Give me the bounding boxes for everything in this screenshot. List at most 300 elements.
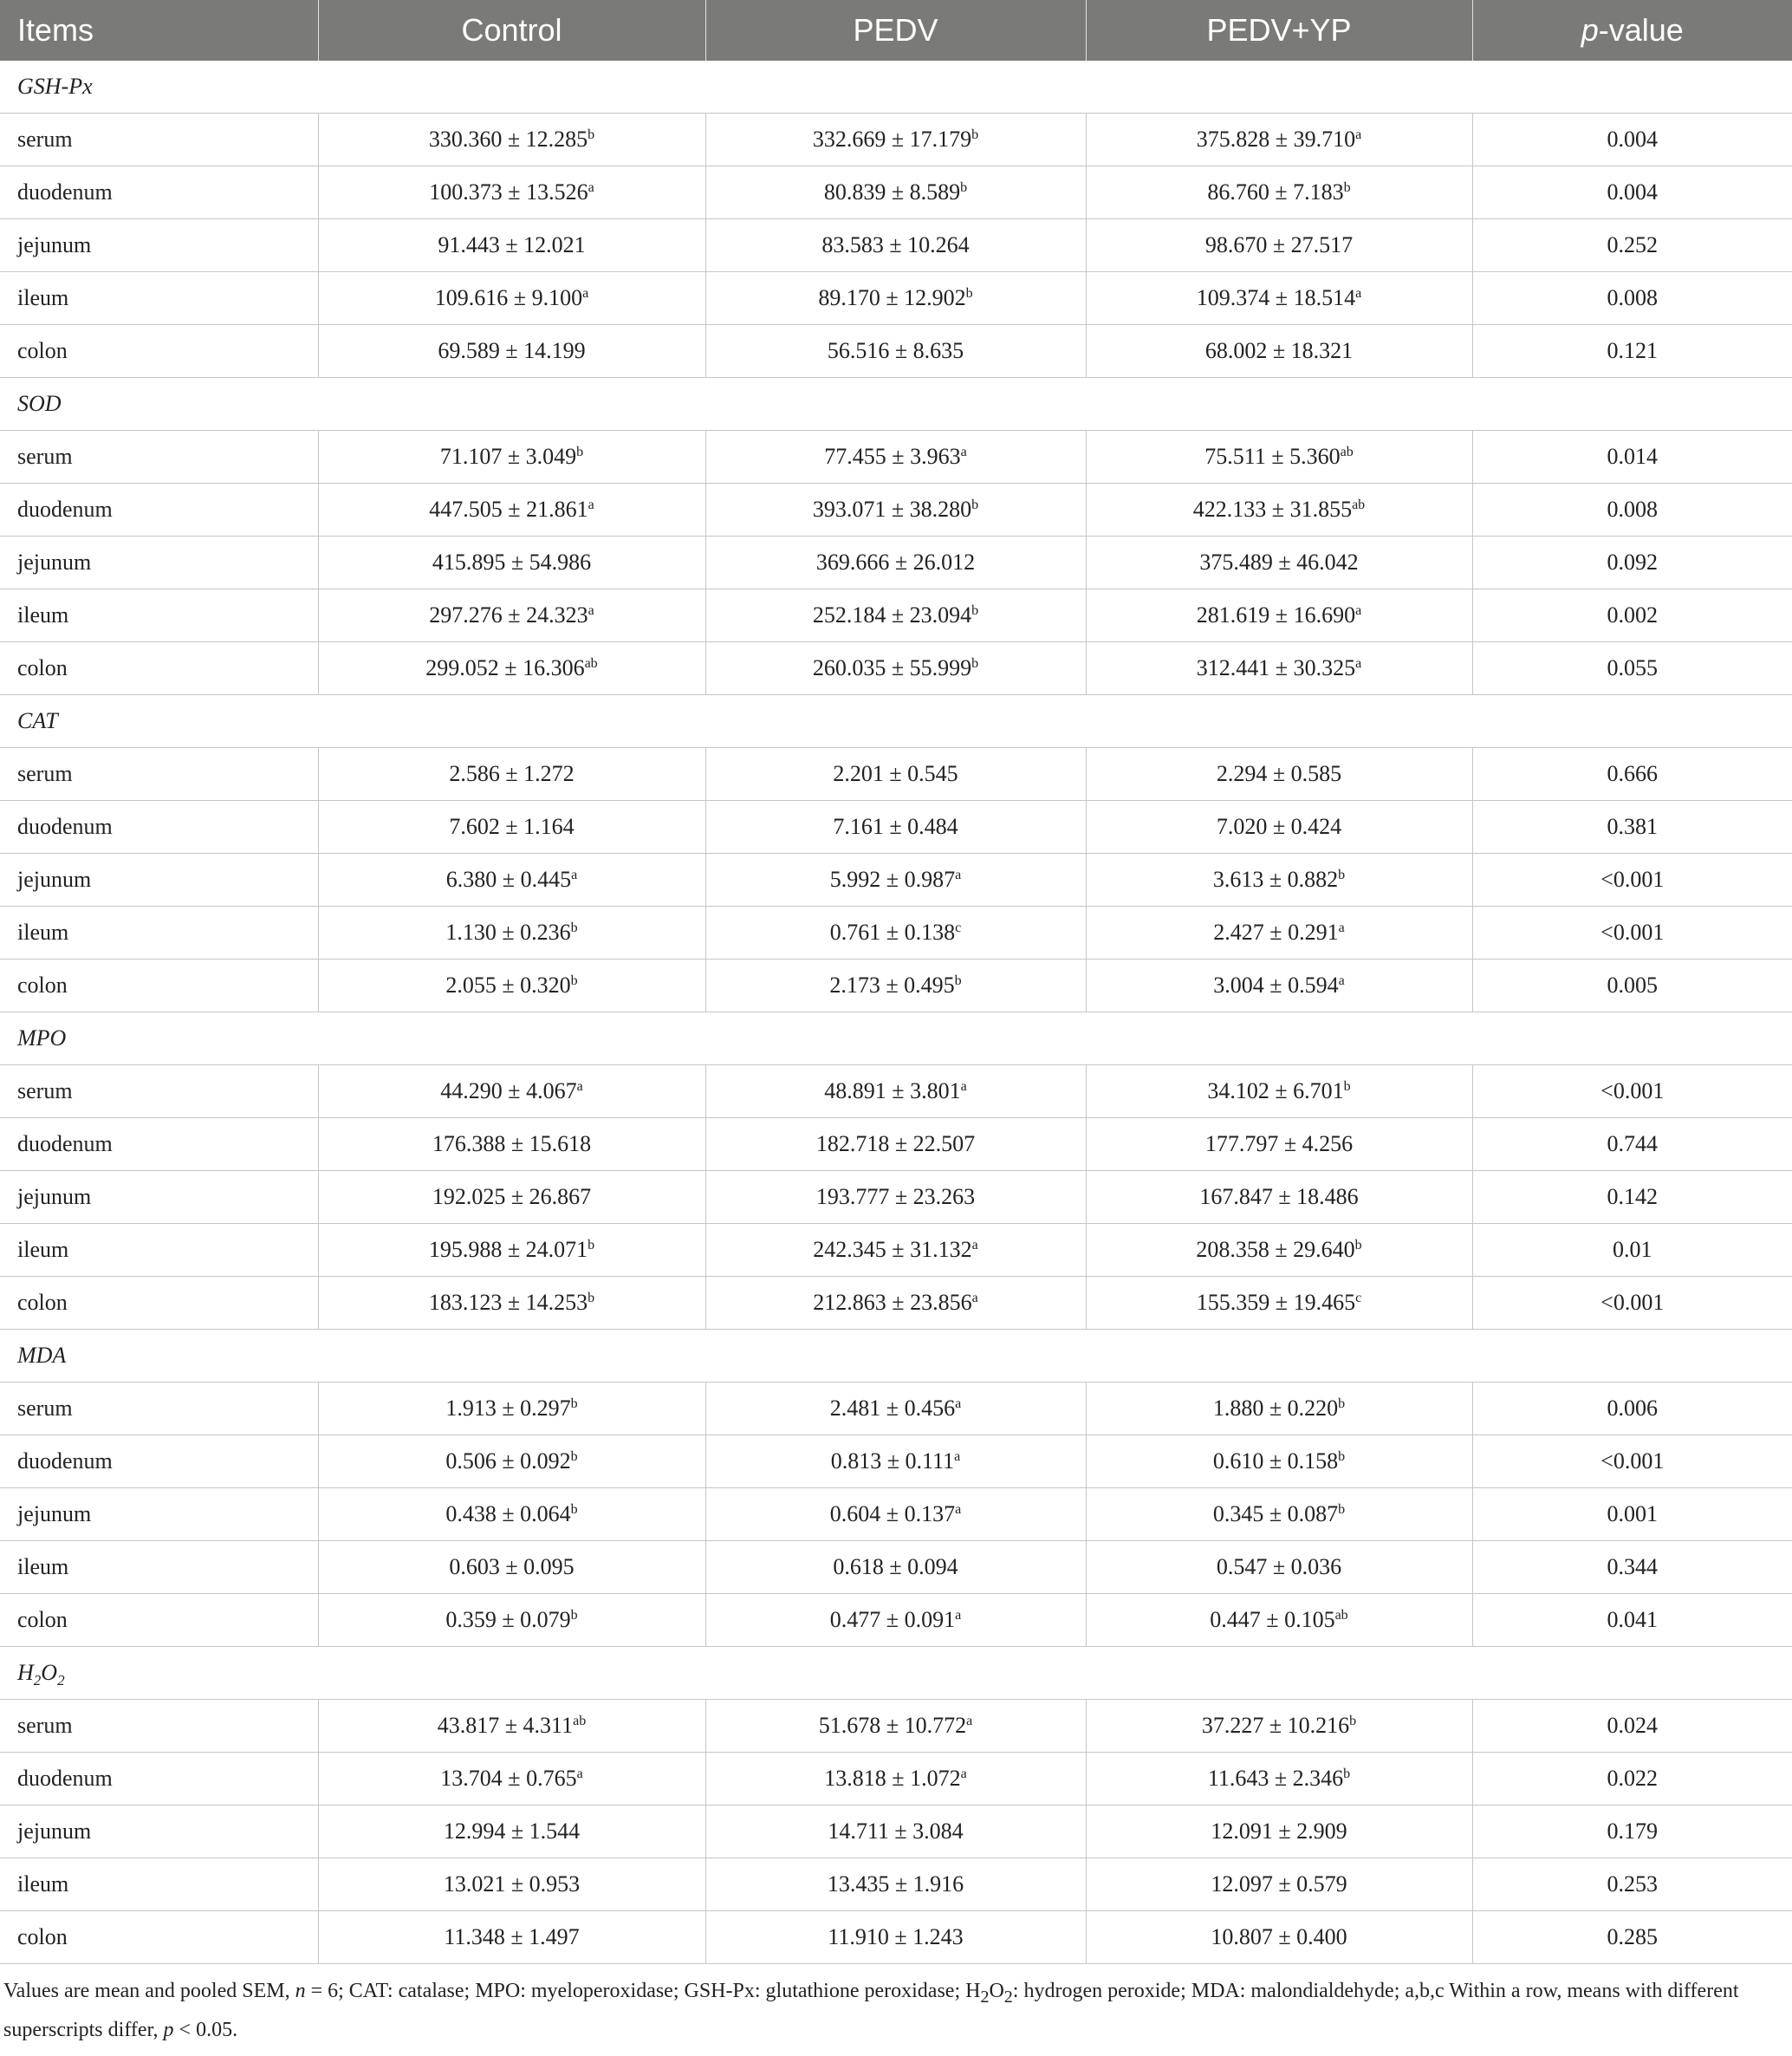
row-item: colon: [0, 1911, 318, 1964]
row-item: serum: [0, 431, 318, 484]
cell-value: 0.477 ± 0.091: [829, 1607, 956, 1632]
cell-value: 0.359 ± 0.079: [445, 1607, 571, 1632]
table-footnote: [0, 1964, 1792, 2046]
cell-value: 86.760 ± 7.183: [1207, 179, 1344, 205]
value-cell: [705, 272, 1086, 325]
cell-superscript: b: [971, 127, 979, 142]
cell-superscript: b: [1343, 1079, 1351, 1094]
table-row: [0, 1224, 1792, 1277]
value-cell: [705, 219, 1086, 272]
table-row: [0, 1488, 1792, 1541]
value-cell: [705, 907, 1086, 960]
cell-value: 393.071 ± 38.280: [812, 497, 972, 522]
value-cell: [318, 907, 705, 960]
value-cell: [705, 1541, 1086, 1594]
value-cell: [318, 1224, 705, 1277]
cell-superscript: a: [960, 1766, 967, 1781]
cell-value: 0.506 ± 0.092: [445, 1448, 571, 1474]
value-cell: [318, 1700, 705, 1753]
table-row: [0, 431, 1792, 484]
cell-value: 2.586 ± 1.272: [449, 761, 575, 786]
cell-value: 10.807 ± 0.400: [1211, 1924, 1347, 1949]
row-item: serum: [0, 1700, 318, 1753]
p-value-cell: 0.001: [1472, 1488, 1792, 1541]
row-item: ileum: [0, 589, 318, 642]
cell-superscript: b: [1338, 1449, 1346, 1464]
cell-value: 13.021 ± 0.953: [443, 1871, 581, 1897]
table-row: [0, 1753, 1792, 1806]
row-item: duodenum: [0, 1118, 318, 1171]
cell-superscript: b: [588, 127, 595, 142]
footnote-part2: = 6; CAT: catalase; MPO: myeloperoxidase; GSH-Px: glutathione peroxidase; H: [305, 1980, 981, 2002]
cell-value: 1.130 ± 0.236: [445, 920, 571, 945]
cell-value: 80.839 ± 8.589: [823, 179, 961, 205]
cell-value: 0.813 ± 0.111: [830, 1448, 955, 1474]
cell-superscript: b: [971, 656, 979, 671]
cell-value: 312.441 ± 30.325: [1196, 655, 1356, 680]
value-cell: [1086, 1753, 1472, 1806]
cell-value: 1.880 ± 0.220: [1212, 1396, 1339, 1421]
value-cell: [705, 1806, 1086, 1858]
value-cell: [318, 484, 705, 537]
group-row: [0, 1012, 1792, 1065]
value-cell: [705, 1277, 1086, 1330]
value-cell: [318, 1541, 705, 1594]
value-cell: [318, 960, 705, 1012]
cell-value: 375.828 ± 39.710: [1196, 127, 1356, 152]
cell-superscript: a: [1338, 921, 1345, 935]
cell-value: 182.718 ± 22.507: [815, 1131, 976, 1156]
cell-value: 2.201 ± 0.545: [833, 761, 958, 786]
p-value-cell: 0.744: [1472, 1118, 1792, 1171]
value-cell: [1086, 1858, 1472, 1911]
table-row: [0, 1911, 1792, 1964]
value-cell: [1086, 484, 1472, 537]
value-cell: [1086, 1700, 1472, 1753]
row-item: duodenum: [0, 1753, 318, 1806]
table-row: [0, 801, 1792, 854]
row-item: colon: [0, 1594, 318, 1647]
cell-value: 77.455 ± 3.963: [824, 444, 961, 469]
cell-value: 75.511 ± 5.360: [1204, 444, 1341, 469]
p-value-cell: 0.344: [1472, 1541, 1792, 1594]
cell-value: 332.669 ± 17.179: [812, 127, 972, 152]
cell-value: 13.704 ± 0.765: [440, 1766, 577, 1791]
value-cell: [318, 219, 705, 272]
row-item: jejunum: [0, 219, 318, 272]
value-cell: [705, 1118, 1086, 1171]
row-item: ileum: [0, 907, 318, 960]
cell-superscript: b: [570, 1608, 578, 1623]
value-cell: [705, 1224, 1086, 1277]
table-row: [0, 1435, 1792, 1488]
value-cell: [705, 748, 1086, 801]
cell-value: 422.133 ± 31.855: [1192, 497, 1353, 522]
value-cell: [1086, 537, 1472, 589]
value-cell: [318, 325, 705, 378]
row-item: ileum: [0, 1541, 318, 1594]
value-cell: [318, 1171, 705, 1224]
row-item: duodenum: [0, 484, 318, 537]
value-cell: [1086, 325, 1472, 378]
cell-value: 69.589 ± 14.199: [438, 338, 586, 363]
table-row: [0, 325, 1792, 378]
cell-superscript: b: [570, 1449, 578, 1464]
cell-superscript: b: [960, 180, 968, 195]
value-cell: [705, 642, 1086, 695]
cell-value: 2.294 ± 0.585: [1216, 761, 1342, 786]
value-cell: [705, 1383, 1086, 1435]
row-item: ileum: [0, 1858, 318, 1911]
p-value-cell: 0.004: [1472, 166, 1792, 219]
row-item: serum: [0, 748, 318, 801]
value-cell: [318, 1594, 705, 1647]
cell-value: 177.797 ± 4.256: [1204, 1131, 1354, 1156]
value-cell: [318, 1488, 705, 1541]
cell-superscript: b: [1343, 180, 1351, 195]
table-row: [0, 1118, 1792, 1171]
p-value-cell: 0.666: [1472, 748, 1792, 801]
row-item: serum: [0, 1383, 318, 1435]
cell-value: 212.863 ± 23.856: [813, 1290, 972, 1315]
row-item: serum: [0, 1065, 318, 1118]
h2o2-subscript: 2: [33, 1672, 42, 1689]
header-items: Items: [0, 0, 318, 61]
cell-value: 2.173 ± 0.495: [829, 973, 955, 998]
header-row: [0, 0, 1792, 61]
table-row: [0, 854, 1792, 907]
cell-value: 0.345 ± 0.087: [1212, 1501, 1339, 1526]
cell-value: 193.777 ± 23.263: [815, 1184, 976, 1209]
cell-superscript: b: [1338, 1396, 1346, 1411]
value-cell: [1086, 801, 1472, 854]
row-item: colon: [0, 642, 318, 695]
p-value-cell: 0.253: [1472, 1858, 1792, 1911]
p-value-cell: <0.001: [1472, 1277, 1792, 1330]
cell-value: 281.619 ± 16.690: [1196, 602, 1356, 628]
value-cell: [1086, 1435, 1472, 1488]
header-pedv-yp: PEDV+YP: [1086, 0, 1472, 61]
value-cell: [1086, 854, 1472, 907]
table-row: [0, 589, 1792, 642]
footnote-sub-a: 2: [980, 1987, 990, 2007]
cell-value: 34.102 ± 6.701: [1207, 1078, 1344, 1103]
cell-value: 299.052 ± 16.306: [425, 655, 585, 680]
header-p-suffix: -value: [1598, 12, 1684, 48]
table-row: [0, 484, 1792, 537]
table-body: [0, 61, 1792, 1964]
cell-value: 14.711 ± 3.084: [828, 1819, 964, 1844]
cell-superscript: a: [960, 1079, 967, 1094]
row-item: duodenum: [0, 166, 318, 219]
value-cell: [318, 431, 705, 484]
cell-superscript: a: [955, 1502, 962, 1517]
cell-value: 7.020 ± 0.424: [1216, 814, 1342, 839]
cell-superscript: a: [966, 1714, 973, 1728]
cell-value: 91.443 ± 12.021: [438, 232, 586, 257]
cell-superscript: b: [570, 921, 578, 935]
value-cell: [318, 1911, 705, 1964]
header-control: Control: [318, 0, 705, 61]
cell-value: 109.374 ± 18.514: [1196, 285, 1356, 310]
value-cell: [318, 1383, 705, 1435]
cell-superscript: b: [1338, 1502, 1346, 1517]
table-row: [0, 166, 1792, 219]
value-cell: [705, 537, 1086, 589]
row-item: jejunum: [0, 537, 318, 589]
p-value-cell: 0.142: [1472, 1171, 1792, 1224]
table-row: [0, 272, 1792, 325]
cell-value: 7.161 ± 0.484: [833, 814, 958, 839]
footnote-p: p: [163, 2018, 174, 2041]
value-cell: [1086, 642, 1472, 695]
p-value-cell: 0.252: [1472, 219, 1792, 272]
cell-value: 6.380 ± 0.445: [445, 867, 572, 892]
group-row: [0, 695, 1792, 748]
p-value-cell: <0.001: [1472, 1065, 1792, 1118]
table-row: [0, 907, 1792, 960]
cell-value: 12.097 ± 0.579: [1211, 1871, 1347, 1897]
table-row: [0, 960, 1792, 1012]
cell-value: 192.025 ± 26.867: [432, 1184, 592, 1209]
cell-superscript: c: [1355, 1291, 1362, 1305]
group-row: [0, 61, 1792, 114]
value-cell: [705, 1065, 1086, 1118]
p-value-cell: <0.001: [1472, 1435, 1792, 1488]
cell-value: 12.994 ± 1.544: [443, 1819, 581, 1844]
value-cell: [1086, 219, 1472, 272]
value-cell: [1086, 1806, 1472, 1858]
table-row: [0, 1541, 1792, 1594]
value-cell: [705, 114, 1086, 166]
p-value-cell: 0.041: [1472, 1594, 1792, 1647]
cell-value: 11.348 ± 1.497: [444, 1924, 580, 1949]
value-cell: [1086, 272, 1472, 325]
row-item: ileum: [0, 272, 318, 325]
row-item: jejunum: [0, 854, 318, 907]
p-value-cell: 0.004: [1472, 114, 1792, 166]
value-cell: [1086, 1383, 1472, 1435]
header-p-value: [1472, 0, 1792, 61]
value-cell: [318, 114, 705, 166]
cell-superscript: a: [1355, 656, 1362, 671]
row-item: ileum: [0, 1224, 318, 1277]
cell-superscript: a: [955, 868, 962, 882]
p-value-cell: 0.055: [1472, 642, 1792, 695]
cell-value: 252.184 ± 23.094: [812, 602, 972, 628]
cell-superscript: b: [1349, 1714, 1357, 1728]
value-cell: [705, 801, 1086, 854]
cell-value: 89.170 ± 12.902: [818, 285, 966, 310]
cell-superscript: b: [971, 603, 979, 618]
cell-superscript: a: [971, 1238, 978, 1252]
value-cell: [318, 589, 705, 642]
value-cell: [1086, 589, 1472, 642]
table-row: [0, 1277, 1792, 1330]
cell-superscript: a: [1355, 286, 1362, 301]
cell-value: 7.602 ± 1.164: [449, 814, 575, 839]
p-value-cell: 0.008: [1472, 272, 1792, 325]
value-cell: [1086, 114, 1472, 166]
value-cell: [705, 484, 1086, 537]
table-row: [0, 1594, 1792, 1647]
cell-value: 0.604 ± 0.137: [829, 1501, 956, 1526]
value-cell: [705, 1911, 1086, 1964]
cell-value: 0.438 ± 0.064: [445, 1501, 571, 1526]
value-cell: [1086, 1224, 1472, 1277]
table-row: [0, 1806, 1792, 1858]
cell-value: 0.761 ± 0.138: [829, 920, 956, 945]
cell-value: 447.505 ± 21.861: [429, 497, 588, 522]
p-value-cell: 0.285: [1472, 1911, 1792, 1964]
cell-superscript: b: [1343, 1766, 1351, 1781]
cell-superscript: a: [588, 180, 594, 195]
cell-value: 415.895 ± 54.986: [432, 550, 592, 575]
value-cell: [705, 589, 1086, 642]
row-item: jejunum: [0, 1806, 318, 1858]
value-cell: [318, 642, 705, 695]
value-cell: [1086, 907, 1472, 960]
row-item: colon: [0, 325, 318, 378]
cell-value: 2.427 ± 0.291: [1213, 920, 1339, 945]
cell-value: 297.276 ± 24.323: [429, 602, 588, 628]
cell-value: 1.913 ± 0.297: [445, 1396, 571, 1421]
cell-superscript: b: [588, 1238, 595, 1252]
table-row: [0, 1383, 1792, 1435]
value-cell: [318, 166, 705, 219]
cell-value: 11.643 ± 2.346: [1207, 1766, 1344, 1791]
group-label: SOD: [0, 378, 1792, 431]
cell-value: 195.988 ± 24.071: [428, 1237, 588, 1262]
p-value-cell: 0.002: [1472, 589, 1792, 642]
cell-superscript: c: [955, 921, 962, 935]
cell-superscript: a: [588, 603, 594, 618]
cell-superscript: a: [588, 498, 594, 512]
cell-value: 5.992 ± 0.987: [829, 867, 956, 892]
cell-value: 176.388 ± 15.618: [432, 1131, 592, 1156]
cell-superscript: a: [971, 1291, 978, 1305]
cell-superscript: b: [1338, 868, 1346, 882]
p-value-cell: 0.014: [1472, 431, 1792, 484]
row-item: colon: [0, 960, 318, 1012]
p-value-cell: 0.01: [1472, 1224, 1792, 1277]
footnote-sub-b: 2: [1003, 1987, 1013, 2007]
value-cell: [1086, 1277, 1472, 1330]
cell-value: 167.847 ± 18.486: [1199, 1184, 1359, 1209]
cell-superscript: a: [955, 1396, 962, 1411]
value-cell: [318, 1806, 705, 1858]
table-row: [0, 1858, 1792, 1911]
row-item: duodenum: [0, 801, 318, 854]
group-row: [0, 1330, 1792, 1383]
row-item: duodenum: [0, 1435, 318, 1488]
table-row: [0, 748, 1792, 801]
value-cell: [1086, 1171, 1472, 1224]
group-label: CAT: [0, 695, 1792, 748]
cell-superscript: a: [955, 1608, 962, 1623]
value-cell: [1086, 166, 1472, 219]
cell-superscript: b: [570, 973, 578, 988]
cell-superscript: b: [1354, 1238, 1362, 1252]
value-cell: [318, 801, 705, 854]
cell-value: 0.547 ± 0.036: [1216, 1554, 1342, 1579]
value-cell: [705, 1753, 1086, 1806]
value-cell: [705, 1700, 1086, 1753]
header-p-italic: p: [1581, 12, 1599, 48]
p-value-cell: 0.179: [1472, 1806, 1792, 1858]
value-cell: [318, 1118, 705, 1171]
table-row: [0, 1171, 1792, 1224]
cell-superscript: a: [1355, 127, 1362, 142]
value-cell: [318, 272, 705, 325]
header-pedv: PEDV: [705, 0, 1086, 61]
cell-value: 0.618 ± 0.094: [833, 1554, 958, 1579]
p-value-cell: 0.006: [1472, 1383, 1792, 1435]
cell-superscript: a: [571, 868, 578, 882]
value-cell: [1086, 1594, 1472, 1647]
cell-value: 183.123 ± 14.253: [428, 1290, 588, 1315]
value-cell: [705, 1488, 1086, 1541]
value-cell: [705, 1171, 1086, 1224]
cell-superscript: b: [954, 973, 962, 988]
footnote-n: n: [295, 1980, 306, 2002]
cell-value: 0.610 ± 0.158: [1212, 1448, 1339, 1474]
row-item: colon: [0, 1277, 318, 1330]
row-item: serum: [0, 114, 318, 166]
value-cell: [1086, 1911, 1472, 1964]
table-row: [0, 1065, 1792, 1118]
footnote-part4: : hydrogen peroxide; MDA: malondialdehyde; a,b,c Within a row, means with different superscripts differ,: [3, 1980, 1739, 2041]
value-cell: [705, 1858, 1086, 1911]
value-cell: [318, 537, 705, 589]
cell-value: 43.817 ± 4.311: [437, 1713, 574, 1738]
value-cell: [318, 1435, 705, 1488]
footnote-part5: < 0.05.: [173, 2018, 238, 2041]
value-cell: [318, 1753, 705, 1806]
cell-superscript: ab: [1334, 1608, 1348, 1623]
cell-value: 48.891 ± 3.801: [824, 1078, 961, 1103]
cell-superscript: a: [1355, 603, 1362, 618]
cell-superscript: ab: [1340, 445, 1354, 459]
p-value-cell: 0.381: [1472, 801, 1792, 854]
table-row: [0, 642, 1792, 695]
group-row: [0, 1647, 1792, 1700]
cell-superscript: a: [954, 1449, 961, 1464]
cell-value: 100.373 ± 13.526: [429, 179, 588, 205]
p-value-cell: 0.024: [1472, 1700, 1792, 1753]
value-cell: [318, 1277, 705, 1330]
cell-superscript: ab: [573, 1714, 587, 1728]
cell-value: 37.227 ± 10.216: [1201, 1713, 1350, 1738]
cell-value: 3.004 ± 0.594: [1213, 973, 1339, 998]
group-label: GSH-Px: [0, 61, 1792, 114]
group-row: [0, 378, 1792, 431]
p-value-cell: <0.001: [1472, 907, 1792, 960]
value-cell: [705, 431, 1086, 484]
h2o2-subscript: 2: [57, 1672, 65, 1689]
value-cell: [705, 325, 1086, 378]
cell-superscript: a: [960, 445, 967, 459]
cell-superscript: b: [965, 286, 973, 301]
value-cell: [318, 748, 705, 801]
cell-superscript: b: [570, 1502, 578, 1517]
value-cell: [705, 166, 1086, 219]
cell-superscript: b: [588, 1291, 595, 1305]
cell-value: 155.359 ± 19.465: [1196, 1290, 1356, 1315]
cell-value: 11.910 ± 1.243: [828, 1924, 964, 1949]
p-value-cell: 0.005: [1472, 960, 1792, 1012]
cell-value: 13.818 ± 1.072: [824, 1766, 961, 1791]
